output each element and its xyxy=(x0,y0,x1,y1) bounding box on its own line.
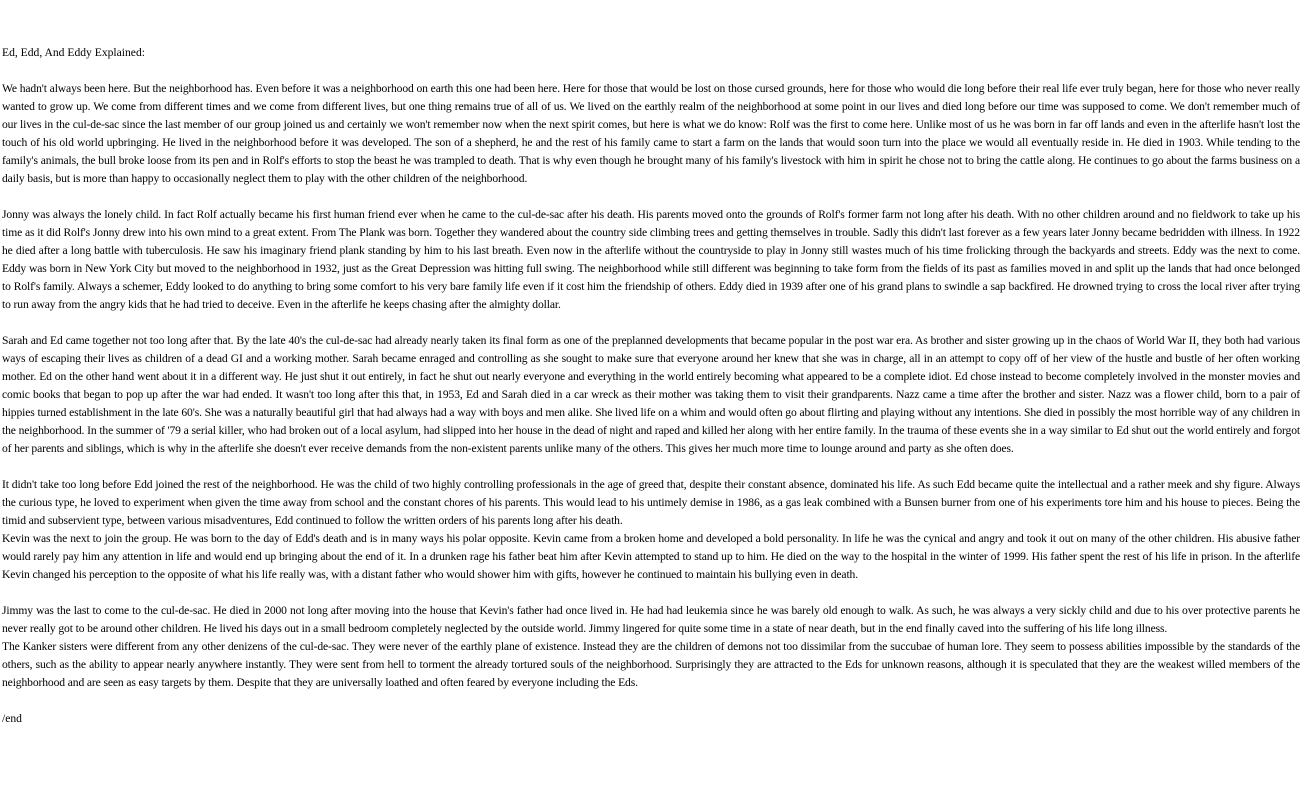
paragraph-edd: It didn't take too long before Edd joined the rest of the neighborhood. He was the child of two highly controlling professionals in the age of greed that, despite their constant absence, dominated his life. As such Edd became quite the intellectual and a rather meek and shy figure. Always the curious type, he loved to experiment when given the time away from school and the constant chores of his parents. This would lead to his untimely demise in 1986, as a gas leak combined with a Bunsen burner from one of his experiments tore him and his house to pieces. Being the timid and subservient type, between various misadventures, Edd continued to follow the written orders of his parents long after his death. xyxy=(2,478,1300,527)
document-title: Ed, Edd, And Eddy Explained: xyxy=(2,46,145,59)
paragraph-jonny-eddy: Jonny was always the lonely child. In fact Rolf actually became his first human friend ever when he came to the cul-de-sac after his death. His parents moved onto the grounds of Rolf's former farm not long after his death. With no other children around and no fieldwork to take up his time as it did Rolf's Jonny drew into his own mind to a great extent. From The Plank was born. Together they wandered about the country side climbing trees and getting themselves in trouble. Sadly this didn't last forever as a few years later Jonny became bedridden with illness. In 1922 he died after a long battle with tuberculosis. He saw his imaginary friend plank standing by him to his last breath. Even now in the afterlife without the countryside to play in Jonny still wastes much of his time frolicking through the backyards and streets. Eddy was the next to come. Eddy was born in New York City but moved to the neighborhood in 1932, just as the Great Depression was hitting full swing. The neighborhood while still different was beginning to take form from the fields of its past as families moved in and split up the lands that had once belonged to Rolf's family. Always a schemer, Eddy looked to do anything to bring some comfort to his very bare family life even if it cost him the friendship of others. Eddy died in 1939 after one of his grand plans to swindle a sap backfired. He drowned trying to cross the local river after trying to run away from the angry kids that he had tried to deceive. Even in the afterlife he keeps chasing after the almighty dollar. xyxy=(2,208,1300,311)
paragraph-rolf: We hadn't always been here. But the neighborhood has. Even before it was a neighborhood on earth this one had been here. Here for those that would be lost on those cursed grounds, here for those who would die long before their real life ever truly began, here for those who never really wanted to grow up. We come from different times and we come from different lives, but one thing remains true of all of us. We lived on the earthly realm of the neighborhood at some point in our lives and died long before our time was supposed to come. We don't remember much of our lives in the cul-de-sac since the last member of our group joined us and certainly we won't remember now when the next spirit comes, but here is what we do know: Rolf was the first to come here. Unlike most of us he was born in far off lands and even in the afterlife hasn't lost the touch of his old world upbringing. He lived in the neighborhood before it was developed. The son of a shepherd, he and the rest of his family came to start a farm on the lands that would soon turn into the place we would all eventually reside in. He died in 1903. While tending to the family's animals, the bull broke loose from its pen and in Rolf's efforts to stop the beast he was trampled to death. That is why even though he brought many of his family's livestock with him in spirit he chose not to bring the cattle along. He continues to go about the farms business on a daily basis, but is more than happy to occasionally neglect them to play with the other children of the neighborhood. xyxy=(2,82,1300,185)
paragraph-jimmy: Jimmy was the last to come to the cul-de-sac. He died in 2000 not long after moving into the house that Kevin's father had once lived in. He had had leukemia since he was barely old enough to walk. As such, he was always a very sickly child and due to his over protective parents he never really got to be around other children. He lived his days out in a small bedroom completely neglected by the outside world. Jimmy lingered for quite some time in a state of near death, but in the end finally caved into the suffering of his life long illness. xyxy=(2,604,1300,635)
paragraph-sarah-ed-nazz: Sarah and Ed came together not too long after that. By the late 40's the cul-de-sac had already nearly taken its final form as one of the preplanned developments that became popular in the post war era. As brother and sister growing up in the chaos of World War II, they both had various ways of escaping their lives as children of a dead GI and a working mother. Sarah became enraged and controlling as she sought to make sure that everyone around her knew that she was in charge, all in an attempt to copy off of her view of the hustle and bustle of her often working mother. Ed on the other hand went about it in a different way. He just shut it out entirely, in fact he shut out nearly everyone and everything in the world entirely becoming what appeared to be a complete idiot. Ed chose instead to become completely involved in the monster movies and comic books that began to pop up after the war had ended. It wasn't too long after this that, in 1953, Ed and Sarah died in a car wreck as their mother was taking them to visit their grandparents. Nazz came a time after the brother and sister. Nazz was a flower child, born to a pair of hippies turned establishment in the late 60's. She was a naturally beautiful girl that had always had a way with boys and men alike. She lived life on a whim and would often go about flirting and playing without any intentions. She died in possibly the most horrible way of any children in the neighborhood. In the summer of '79 a serial killer, who had broken out of a local asylum, had slipped into her house in the dead of night and raped and killed her along with her entire family. In the trauma of these events she in a way similar to Ed shut out the world entirely and forgot of her parents and siblings, which is why in the afterlife she doesn't ever receive demands from the non-existent parents unlike many of the others. This gives her much more time to lounge around and party as she often does. xyxy=(2,334,1300,455)
document-body xyxy=(2,44,1300,728)
closing-text: /end xyxy=(2,712,22,725)
paragraph-kanker-sisters: The Kanker sisters were different from any other denizens of the cul-de-sac. They were never of the earthly plane of existence. Instead they are the children of demons not too dissimilar from the succubae of human lore. They seem to possess abilities impossible by the standards of the others, such as the ability to appear nearly anywhere instantly. They were sent from hell to torment the already tortured souls of the neighborhood. Surprisingly they are attracted to the Eds for unknown reasons, although it is speculated that they are the weakest willed members of the neighborhood and are seen as easy targets by them. Despite that they are universally loathed and often feared by everyone including the Eds. xyxy=(2,640,1300,689)
paragraph-kevin: Kevin was the next to join the group. He was born to the day of Edd's death and is in many ways his polar opposite. Kevin came from a broken home and developed a bold personality. In life he was the cynical and angry and took it out on many of the other children. His abusive father would rarely pay him any attention in life and would end up bringing about the end of it. In a drunken rage his father beat him after Kevin attempted to stand up to him. He died on the way to the hospital in the winter of 1999. His father spent the rest of his life in prison. In the afterlife Kevin changed his perception to the opposite of what his life really was, with a distant father who would shower him with gifts, however he continued to maintain his bullying even in death. xyxy=(2,532,1300,581)
